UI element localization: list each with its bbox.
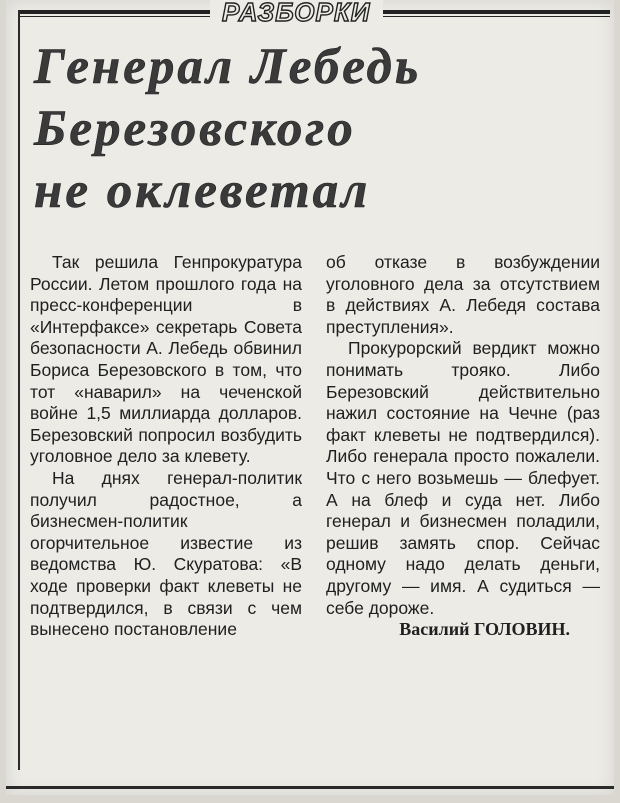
left-frame-line xyxy=(18,10,20,770)
headline-line-2: Березовского xyxy=(34,101,356,157)
bottom-rule xyxy=(6,786,614,789)
article-paragraph: На днях генерал-политик получил радостное, а бизнесмен-политик огорчительное известие из ведомства Ю. Скуратова: «В ходе проверки факт клеветы не подтвердился, в связи с чем вынесено постановление xyxy=(30,467,302,640)
headline-line-3: не оклеветал xyxy=(34,163,371,219)
article-paragraph: об отказе в возбуждении уголовного дела за отсутствием в действиях А. Лебедя состава преступления». xyxy=(326,252,600,337)
article-column-left xyxy=(30,252,302,641)
article-paragraph: Прокурорский вердикт можно понимать трояко. Либо Березовский действительно нажил состояние на Чечне (раз факт клеветы не подтвердился). Либо генерала просто пожалели. Что с него возьмешь — блефует. А на блеф и суда нет. Либо генерал и бизнесмен поладили, решив замять спор. Сейчас одному надо делать деньги, другому — имя. А судиться — себе дороже. xyxy=(326,338,600,618)
article-paragraph: Так решила Генпрокуратура России. Летом прошлого года на пресс-конференции в «Интерфаксе» секретарь Совета безопасности А. Лебедь обвинил Бориса Березовского в том, что тот «наварил» на чеченской войне 1,5 миллиарда долларов. Березовский попросил возбудить уголовное дело за клевету. xyxy=(30,252,302,467)
author-byline: Василий ГОЛОВИН. xyxy=(399,619,570,640)
headline-line-1: Генерал Лебедь xyxy=(34,39,422,95)
headline xyxy=(34,36,594,222)
section-rubric: РАЗБОРКИ xyxy=(210,0,383,26)
article-column-right xyxy=(326,252,600,641)
